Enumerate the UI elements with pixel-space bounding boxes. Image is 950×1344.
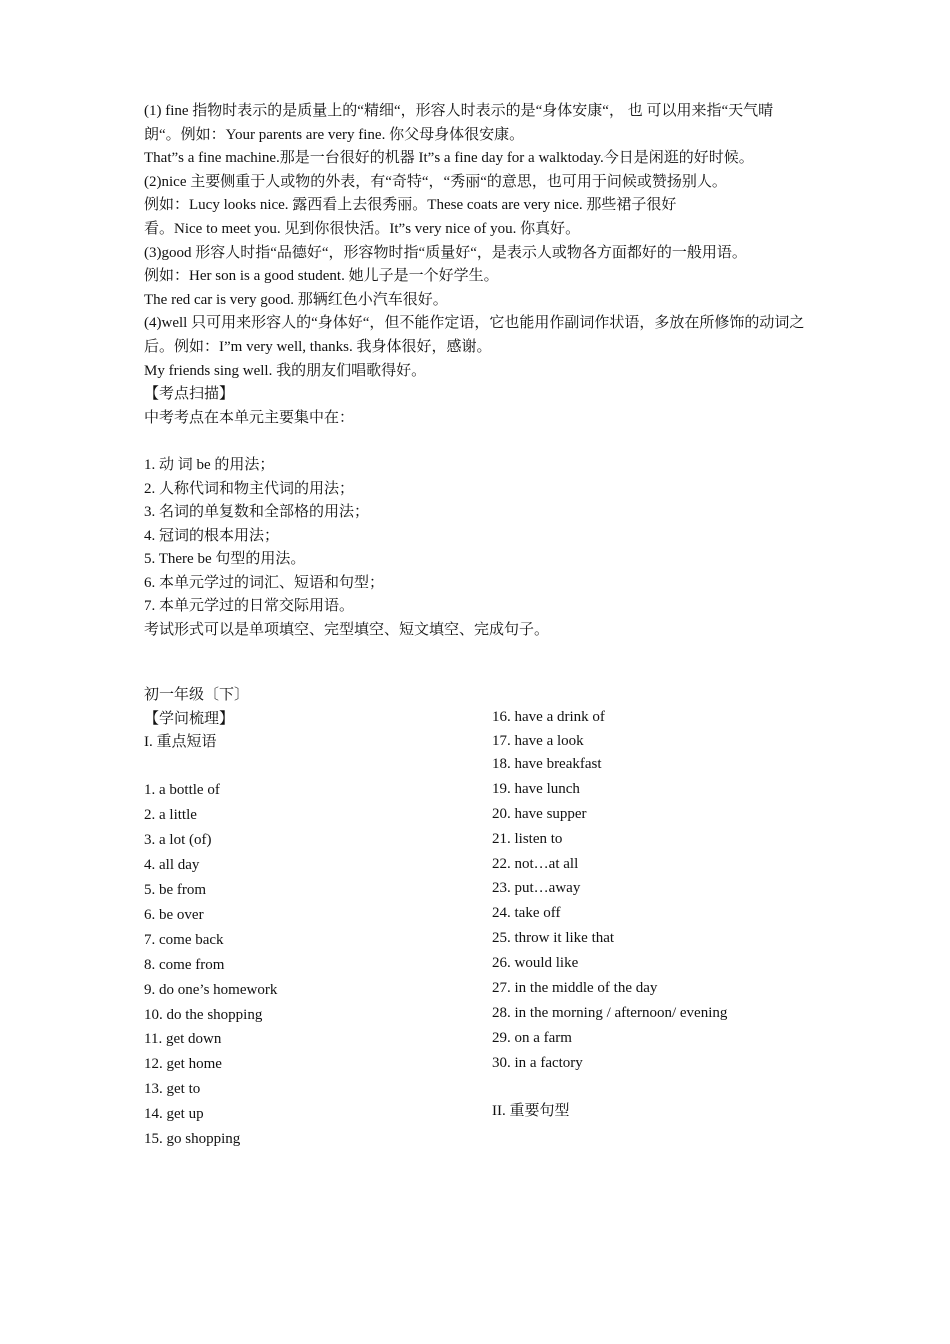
- phrase-item: 19. have lunch: [492, 780, 580, 797]
- exam-point: 5. There be 句型的用法。: [144, 551, 306, 568]
- phrase-item: 21. listen to: [492, 830, 563, 847]
- phrase-item: 22. not…at all: [492, 855, 579, 872]
- exam-point: 6. 本单元学过的词汇、短语和句型；: [144, 574, 385, 591]
- phrase-item: 7. come back: [144, 931, 224, 948]
- exam-point: 1. 动 词 be 的用法；: [144, 456, 275, 473]
- part-one-title: I. 重点短语: [144, 734, 217, 751]
- paragraph-good-example-2: The red car is very good. 那辆红色小汽车很好。: [144, 291, 448, 308]
- phrase-item: 13. get to: [144, 1081, 201, 1098]
- phrase-item: 27. in the middle of the day: [492, 980, 658, 997]
- section-heading: 【学问梳理】: [144, 710, 235, 727]
- phrase-item: 30. in a factory: [492, 1054, 583, 1071]
- paragraph-fine-example: That”s a fine machine.那是一台很好的机器 It”s a fine day for a walktoday.今日是闲逛的好时候。: [144, 150, 754, 167]
- phrase-item: 14. get up: [144, 1106, 204, 1123]
- phrase-item: 24. take off: [492, 905, 561, 922]
- paragraph-nice-example-cont: 看。Nice to meet you. 见到你很快活。It”s very nice of you. 你真好。: [144, 220, 581, 237]
- paragraph-good: (3)good 形容人时指“品德好“，形容物时指“质量好“，是表示人或物各方面都好的一般用语。: [144, 244, 747, 261]
- phrase-item: 26. would like: [492, 955, 579, 972]
- phrase-item: 8. come from: [144, 956, 225, 973]
- intro-section: [144, 100, 809, 643]
- paragraph-nice-example: 例如：Lucy looks nice. 露西看上去很秀丽。These coats are very nice. 那些裙子很好: [144, 197, 677, 214]
- phrase-item: 3. a lot (of): [144, 832, 212, 849]
- phrases-left-column: [144, 684, 484, 1152]
- exam-point: 3. 名词的单复数和全部格的用法；: [144, 504, 370, 521]
- phrase-item: 1. a bottle of: [144, 782, 220, 799]
- phrases-right-column: [492, 706, 822, 1124]
- paragraph-good-example: 例如：Her son is a good student. 她儿子是一个好学生。: [144, 268, 499, 285]
- exam-heading: 【考点扫描】: [144, 386, 235, 403]
- phrase-item: 25. throw it like that: [492, 930, 615, 947]
- exam-point: 2. 人称代词和物主代词的用法；: [144, 480, 355, 497]
- phrase-item: 6. be over: [144, 906, 204, 923]
- paragraph-well: (4)well 只可用来形容人的“身体好“，但不能作定语，它也能用作副词作状语，多放在所修饰的动词之后。例如：I”m very well, thanks. 我身体很好，感谢。: [144, 315, 805, 355]
- exam-intro: 中考考点在本单元主要集中在：: [144, 409, 355, 426]
- phrase-item: 28. in the morning / afternoon/ evening: [492, 1004, 728, 1021]
- spacer: [144, 755, 484, 779]
- spacer: [492, 1076, 822, 1100]
- paragraph-nice: (2)nice 主要侧重于人或物的外表，有“奇特“，“秀丽“的意思，也可用于问候或赞扬别人。: [144, 173, 727, 190]
- phrase-item: 16. have a drink of: [492, 709, 605, 725]
- phrase-item: 5. be from: [144, 882, 207, 898]
- phrase-item: 23. put…away: [492, 880, 581, 897]
- phrase-item: 2. a little: [144, 807, 197, 824]
- phrase-item: 9. do one’s homework: [144, 981, 278, 998]
- grade-title: 初一年级〔下〕: [144, 687, 250, 703]
- phrase-item: 4. all day: [144, 857, 200, 874]
- exam-point: 7. 本单元学过的日常交际用语。: [144, 598, 355, 615]
- phrase-item: 18. have breakfast: [492, 756, 602, 773]
- phrase-item: 17. have a look: [492, 732, 584, 749]
- part-two-title: II. 重要句型: [492, 1103, 570, 1120]
- phrase-item: 20. have supper: [492, 805, 587, 822]
- spacer: [144, 430, 809, 454]
- phrase-item: 10. do the shopping: [144, 1006, 263, 1023]
- exam-format: 考试形式可以是单项填空、完型填空、短文填空、完成句子。: [144, 622, 550, 639]
- paragraph-well-example: My friends sing well. 我的朋友们唱歌得好。: [144, 362, 427, 379]
- phrase-item: 11. get down: [144, 1031, 222, 1048]
- phrase-item: 12. get home: [144, 1056, 222, 1073]
- phrase-item: 15. go shopping: [144, 1131, 241, 1148]
- paragraph-fine: (1) fine 指物时表示的是质量上的“精细“，形容人时表示的是“身体安康“， 也 可以用来指“天气晴朗“。例如：Your parents are very fine. 你父母身体很安康。: [144, 103, 774, 143]
- phrase-item: 29. on a farm: [492, 1029, 572, 1046]
- exam-point: 4. 冠词的根本用法；: [144, 527, 280, 544]
